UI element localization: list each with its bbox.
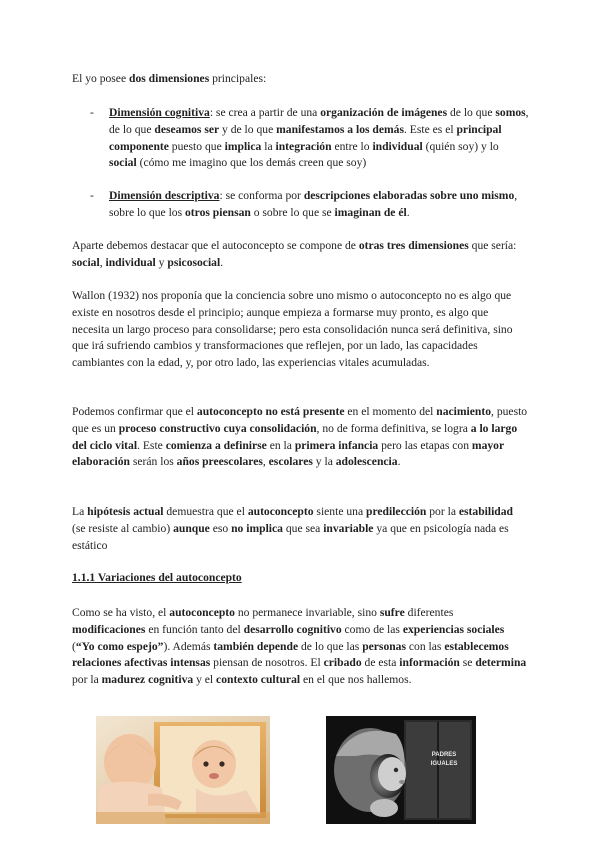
hypothesis-paragraph: La hipótesis actual demuestra que el autoconcepto siente una predilección por la estabilidad (se resiste al cambio) aunque eso no implica que sea invariable ya que en psicología nada es estático xyxy=(72,505,513,552)
baby-mirror-photo xyxy=(96,716,270,824)
wallon-paragraph: Wallon (1932) nos proponía que la conciencia sobre uno mismo o autoconcepto no es algo que existe en nosotros desde el principio; aunque empieza a formarse muy pronto, es algo que necesita un largo proceso para consolidarse; pero esta consolidación nunca será definitiva, sino que irá sufriendo cambios y transformaciones que reflejen, por un lado, las capacidades cambiantes con la edad, y, por otro lado, las experiencias vitales acumuladas. xyxy=(72,289,513,370)
photo-caption-line1: PADRES xyxy=(431,752,457,758)
baby-mirror-illustration xyxy=(96,716,270,824)
three-dimensions-paragraph: Aparte debemos destacar que el autoconcepto se compone de otras tres dimensiones que sería: social, individual y psicosocial. xyxy=(72,239,517,269)
child-window-photo xyxy=(326,716,476,824)
list-item-descriptive: Dimensión descriptiva: se conforma por descripciones elaboradas sobre uno mismo, sobre lo que los otros piensan o sobre lo que se imaginan de él. xyxy=(109,189,518,219)
variations-paragraph: Como se ha visto, el autoconcepto no permanece invariable, sino sufre diferentes modificaciones en función tanto del desarrollo cognitivo como de las experiencias sociales (“Yo como espejo”). Además también depende de lo que las personas con las establecemos relaciones afectivas intensas piensan de nosotros. El cribado de esta información se determina por la madurez cognitiva y el contexto cultural en el que nos hallemos. xyxy=(72,606,527,687)
child-window-illustration xyxy=(326,716,476,824)
section-heading: 1.1.1 Variaciones del autoconcepto xyxy=(72,571,242,584)
list-item-cognitive: Dimensión cognitiva: se crea a partir de una organización de imágenes de lo que somos, de lo que deseamos ser y de lo que manifestamos a los demás. Este es el principal componente puesto que implica la integración entre lo individual (quién soy) y lo social (cómo me imagino que los demás creen que soy) xyxy=(109,106,529,170)
list-bullet: - xyxy=(90,189,94,202)
confirm-paragraph: Podemos confirmar que el autoconcepto no está presente en el momento del nacimiento, puesto que es un proceso constructivo cuya consolidación, no de forma definitiva, se logra a lo largo del ciclo vital. Este comienza a definirse en la primera infancia pero las etapas con mayor elaboración serán los años preescolares, escolares y la adolescencia. xyxy=(72,405,528,469)
photo-caption-line2: IGUALES xyxy=(430,761,458,767)
list-bullet: - xyxy=(90,106,94,119)
intro-paragraph: El yo posee dos dimensiones principales: xyxy=(72,72,267,85)
